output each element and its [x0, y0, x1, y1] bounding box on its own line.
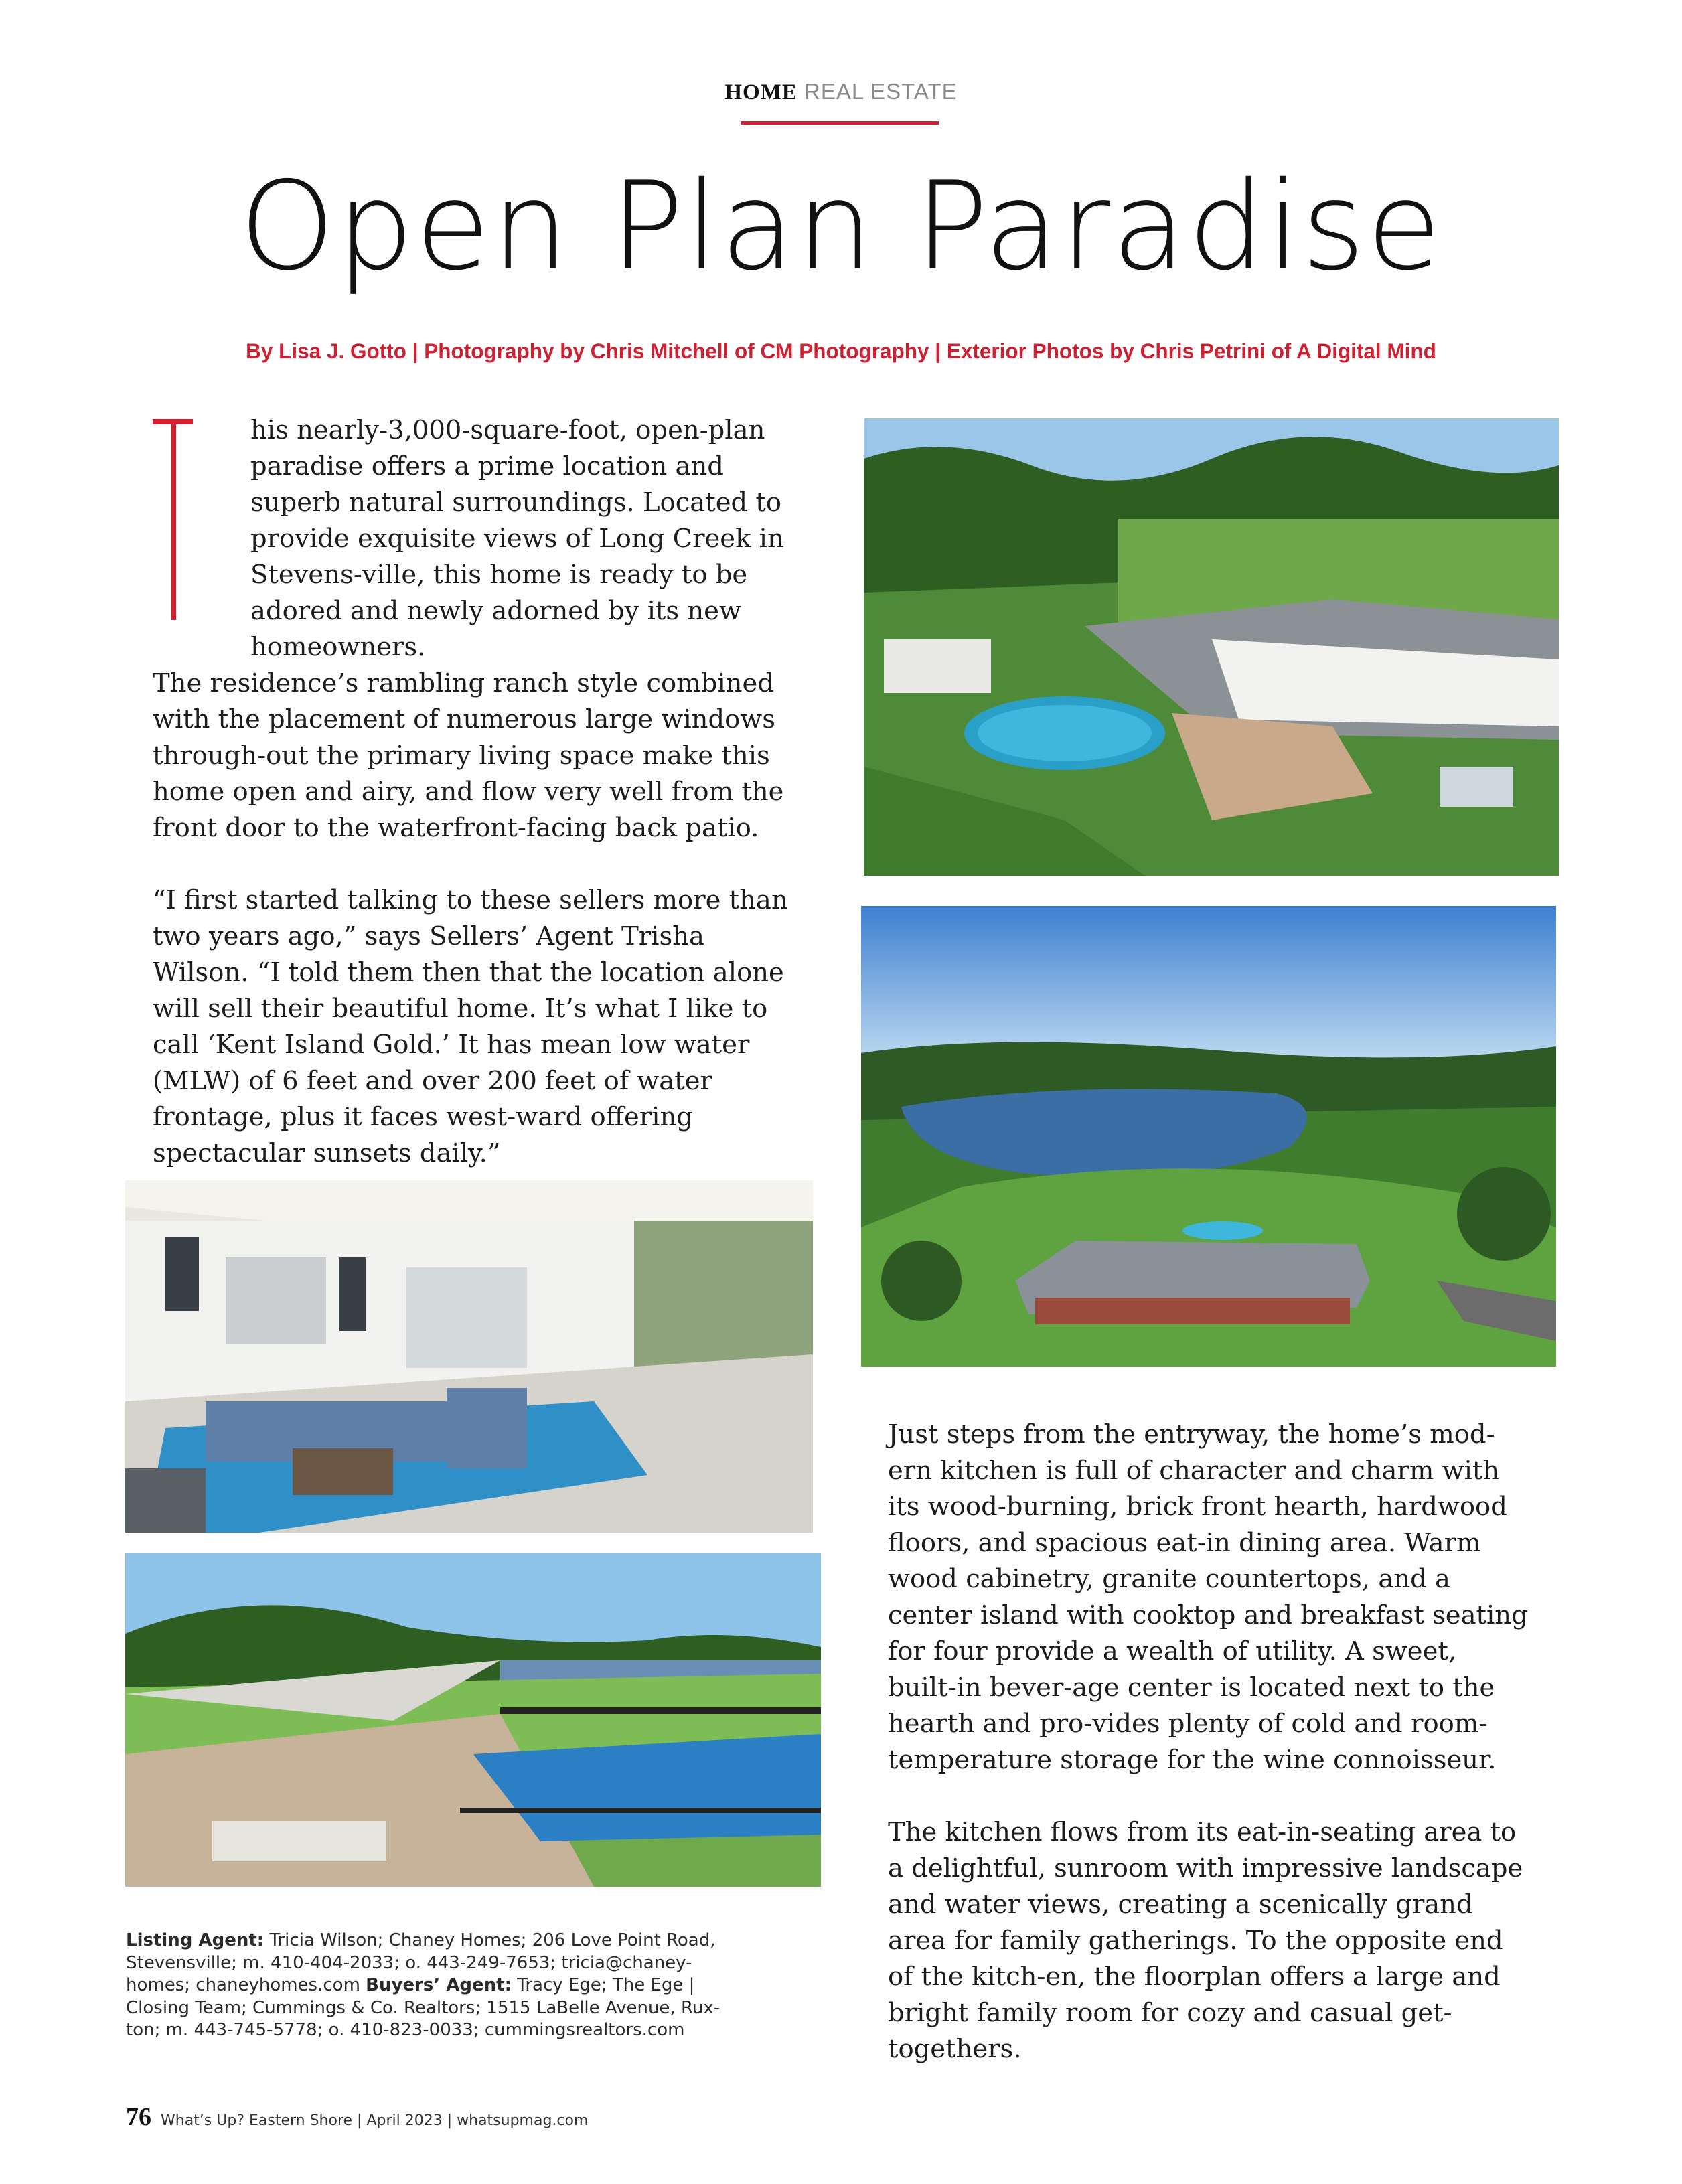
section-tag	[0, 79, 1682, 105]
dropcap-letter	[153, 412, 206, 620]
article-title: Open Plan Paradise	[239, 155, 1443, 297]
paragraph-4: The kitchen flows from its eat-in-seating area to a delightful, sunroom with impressive landscape and water views, creating a scenically grand area for family gatherings. To the opposite end of the kitch-en, the floorplan offers a large and bright family room for cozy and casual get-togethers.	[888, 1817, 1523, 2064]
intro-paragraph: his nearly-3,000-square-foot, open-plan paradise offers a prime location and superb natural surroundings. Located to provide exquisite views of Long Creek in Stevens-ville, this home is ready to be adored and newly adorned by its new homeowners.	[250, 415, 784, 662]
paragraph-3: Just steps from the entryway, the home’s mod-ern kitchen is full of character and charm with its wood-burning, brick front hearth, hardwood floors, and spacious eat-in dining area. Warm wood cabinetry, granite countertops, and a center island with cooktop and breakfast seating for four provide a wealth of utility. A sweet, built-in bever-age center is located next to the hearth and pro-vides plenty of cold and room-temperature storage for the wine connoisseur.	[888, 1419, 1528, 1775]
paragraph-2: “I first started talking to these sellers more than two years ago,” says Sellers’ Agent Trisha Wilson. “I told them then that the location alone will sell their beautiful home. It’s what I like to call ‘Kent Island Gold.’ It has mean low water (MLW) of 6 feet and over 200 feet of water frontage, plus it faces west-ward offering spectacular sunsets daily.”	[153, 885, 788, 1168]
page-footer	[126, 2102, 588, 2132]
buyers-agent-label: Buyers’ Agent:	[366, 1975, 512, 1995]
right-column	[888, 1417, 1531, 2104]
section-main: HOME	[724, 80, 797, 104]
section-sub: REAL ESTATE	[804, 79, 958, 104]
publication-info: What’s Up? Eastern Shore | April 2023 | whatsupmag.com	[161, 2112, 589, 2129]
buyers-agent-text: Tracy Ege; The Ege | Closing Team; Cummings & Co. Realtors; 1515 LaBelle Avenue, Rux-ton; m. 443-745-5778; o. 410-823-0033; cummingsrealtors.com	[126, 1975, 720, 2040]
paragraph-1: The residence’s rambling ranch style combined with the placement of numerous large windows through-out the primary living space make this home open and airy, and flow very well from the front door to the waterfront-facing back patio.	[153, 668, 784, 843]
listing-agent-label: Listing Agent:	[126, 1930, 264, 1950]
patio-pool-photo	[125, 1553, 821, 1887]
agent-info	[126, 1930, 729, 2042]
left-column	[153, 666, 795, 1208]
aerial-waterfront-photo	[861, 906, 1556, 1367]
page-number: 76	[126, 2103, 151, 2131]
porch-seating-photo	[125, 1180, 813, 1533]
byline: By Lisa J. Gotto | Photography by Chris Mitchell of CM Photography | Exterior Photos by Chris Petrini of A Digital Mind	[246, 339, 1436, 363]
listing-agent-text: Tricia Wilson; Chaney Homes; 206 Love Point Road, Stevensville; m. 410-404-2033; o. 443-249-7653; tricia@chaney-homes; chaneyhomes.com	[126, 1930, 716, 1995]
aerial-house-pool-photo	[864, 418, 1559, 876]
section-rule	[741, 121, 939, 125]
